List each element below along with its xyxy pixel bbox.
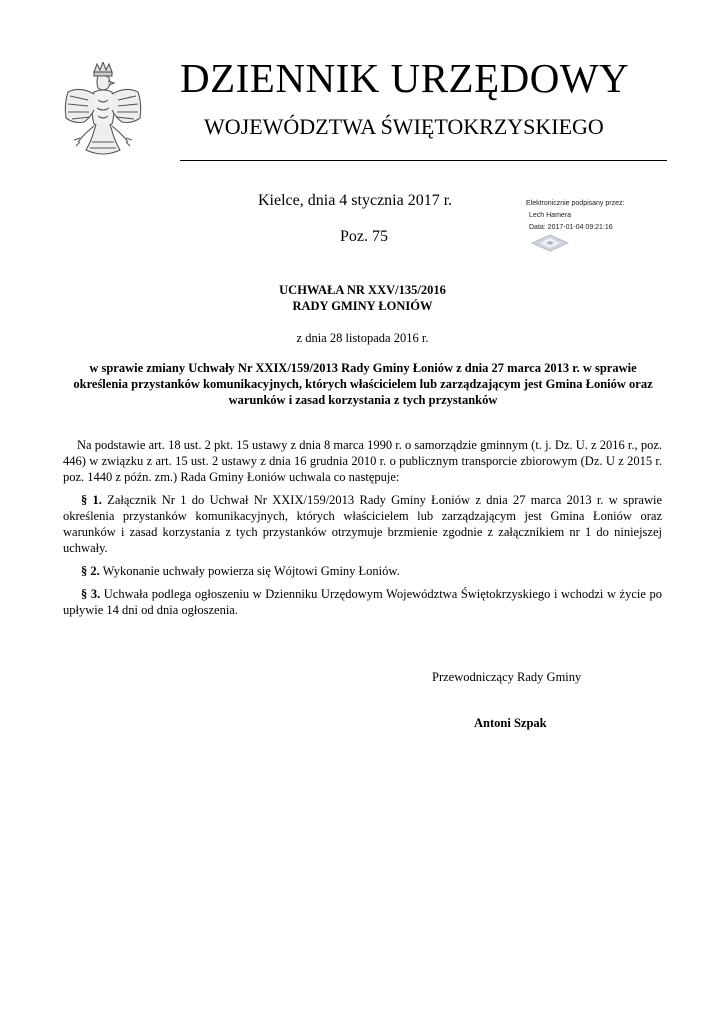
preamble-paragraph: Na podstawie art. 18 ust. 2 pkt. 15 ustawy z dnia 8 marca 1990 r. o samorządzie gminnym (t. j. Dz. U. z 2016 r., poz. 446) w związku z art. 15 ust. 2 ustawy z dnia 16 grudnia 2010 r. o publicznym transporcie zbiorowym (Dz. U z 2015 r. poz. 1440 z późn. zm.) Rada Gminy Łoniów uchwala co następuje: (63, 438, 662, 484)
signature-check-icon (530, 234, 570, 252)
publication-date: Kielce, dnia 4 stycznia 2017 r. (258, 192, 453, 209)
resolution-authority: RADY GMINY ŁONIÓW (292, 299, 433, 313)
section-text: Załącznik Nr 1 do Uchwał Nr XXIX/159/2013 Rady Gminy Łoniów z dnia 27 marca 2013 r. w sprawie określenia przystanków komunikacyjnych, których właścicielem lub zarządzającym jest Gmina Łoniów oraz warunków i zasad korzystania z tych przystanków otrzymuje brzmienie zgodnie z załącznikiem nr 1 do niniejszej uchwały. (63, 493, 662, 555)
section-2 (63, 563, 662, 579)
publication-position: Poz. 75 (340, 228, 388, 245)
masthead-divider (180, 160, 667, 161)
section-mark: § 3. (81, 587, 101, 601)
section-mark: § 1. (81, 493, 102, 507)
polish-eagle-emblem-icon (62, 62, 144, 168)
resolution-date: z dnia 28 listopada 2016 r. (296, 331, 429, 345)
section-text: Uchwała podlega ogłoszeniu w Dzienniku Urzędowym Województwa Świętokrzyskiego i wchodzi w życie po upływie 14 dni od dnia ogłoszenia. (63, 587, 662, 617)
electronic-signature-box (526, 198, 656, 234)
resolution-subject: w sprawie zmiany Uchwały Nr XXIX/159/2013 Rady Gminy Łoniów z dnia 27 marca 2013 r. w sprawie określenia przystanków komunikacyjnych, których właścicielem lub zarządzającym jest Gmina Łoniów oraz warunków i zasad korzystania z tych przystanków (73, 361, 653, 407)
section-text: Wykonanie uchwały powierza się Wójtowi Gminy Łoniów. (99, 564, 400, 578)
signature-label: Elektronicznie podpisany przez: (526, 200, 625, 207)
masthead-subtitle: WOJEWÓDZTWA ŚWIĘTOKRZYSKIEGO (204, 114, 604, 139)
section-1 (63, 492, 662, 556)
resolution-body (63, 437, 662, 625)
resolution-number: UCHWAŁA NR XXV/135/2016 (279, 283, 446, 297)
signature-name: Lech Hamera (529, 212, 572, 219)
signatory-name: Antoni Szpak (474, 716, 547, 730)
resolution-title (0, 282, 725, 314)
section-3 (63, 586, 662, 618)
section-mark: § 2. (81, 564, 100, 578)
signature-date: Data: 2017-01-04 09:21:16 (529, 224, 613, 231)
masthead-title: DZIENNIK URZĘDOWY (180, 55, 630, 101)
signatory-title: Przewodniczący Rady Gminy (432, 670, 582, 684)
